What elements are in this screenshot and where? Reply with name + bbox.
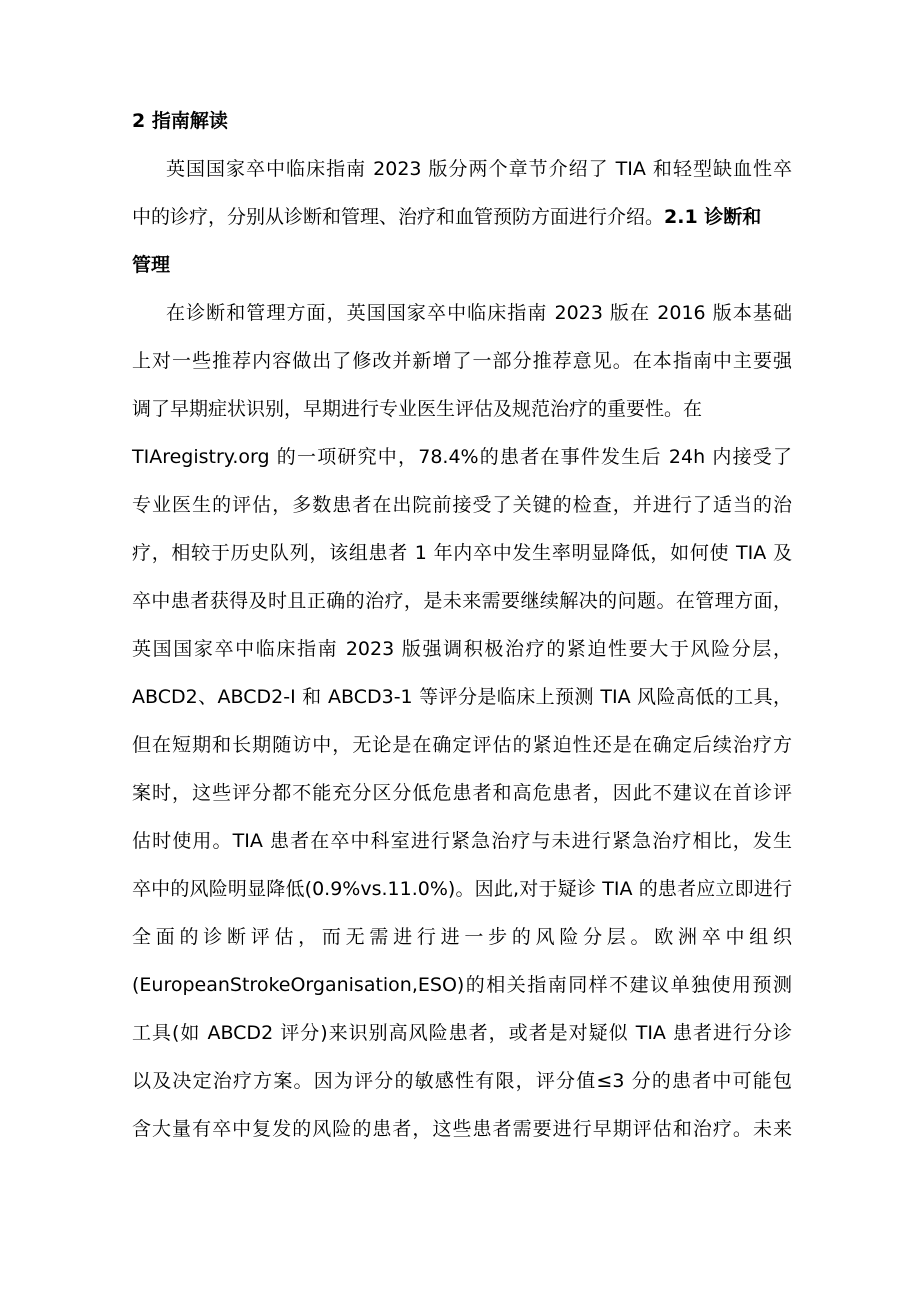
paragraph-2-line-7: 卒中患者获得及时且正确的治疗，是未来需要继续解决的问题。在管理方面， xyxy=(132,590,792,612)
paragraph-2-line-12: 估时使用。TIA 患者在卒中科室进行紧急治疗与未进行紧急治疗相比，发生 xyxy=(132,830,792,852)
section-heading: 2 指南解读 xyxy=(132,110,228,132)
paragraph-2-line-5: 专业医生的评估，多数患者在出院前接受了关键的检查，并进行了适当的治 xyxy=(132,494,792,516)
paragraph-2-line-16: 工具(如 ABCD2 评分)来识别高风险患者，或者是对疑似 TIA 患者进行分诊 xyxy=(132,1022,792,1044)
paragraph-2-line-8: 英国国家卒中临床指南 2023 版强调积极治疗的紧迫性要大于风险分层， xyxy=(132,638,792,660)
paragraph-2-line-14: 全面的诊断评估，而无需进行进一步的风险分层。欧洲卒中组织 xyxy=(132,926,792,948)
paragraph-1-line-1: 英国国家卒中临床指南 2023 版分两个章节介绍了 TIA 和轻型缺血性卒 xyxy=(166,158,792,180)
paragraph-2-line-11: 案时，这些评分都不能充分区分低危患者和高危患者，因此不建议在首诊评 xyxy=(132,782,792,804)
paragraph-2-line-1: 在诊断和管理方面，英国国家卒中临床指南 2023 版在 2016 版本基础 xyxy=(166,302,792,324)
paragraph-2-line-4: TIAregistry.org 的一项研究中，78.4%的患者在事件发生后 24h 内接受了 xyxy=(132,446,792,468)
paragraph-2-line-17: 以及决定治疗方案。因为评分的敏感性有限，评分值≤3 分的患者中可能包 xyxy=(132,1070,792,1092)
paragraph-2-line-9: ABCD2、ABCD2-I 和 ABCD3-1 等评分是临床上预测 TIA 风险高低的工具， xyxy=(132,686,792,708)
paragraph-2-line-10: 但在短期和长期随访中，无论是在确定评估的紧迫性还是在确定后续治疗方 xyxy=(132,734,792,756)
paragraph-2-line-6: 疗，相较于历史队列，该组患者 1 年内卒中发生率明显降低，如何使 TIA 及 xyxy=(132,542,792,564)
paragraph-2-line-3: 调了早期症状识别，早期进行专业医生评估及规范治疗的重要性。在 xyxy=(132,398,703,420)
subsection-heading-part-1: 2.1 诊断和 xyxy=(664,206,762,228)
paragraph-1-line-2-text: 中的诊疗，分别从诊断和管理、治疗和血管预防方面进行介绍。 xyxy=(132,206,665,228)
subsection-heading-part-2: 管理 xyxy=(132,254,171,276)
paragraph-1-line-2 xyxy=(132,202,792,232)
paragraph-2-line-2: 上对一些推荐内容做出了修改并新增了一部分推荐意见。在本指南中主要强 xyxy=(132,350,792,372)
paragraph-2-line-15: (EuropeanStrokeOrganisation,ESO)的相关指南同样不建议单独使用预测 xyxy=(132,974,792,996)
paragraph-2-line-18: 含大量有卒中复发的风险的患者，这些患者需要进行早期评估和治疗。未来 xyxy=(132,1118,792,1140)
paragraph-2-line-13: 卒中的风险明显降低(0.9%vs.11.0%)。因此,对于疑诊 TIA 的患者应立即进行 xyxy=(132,878,792,900)
